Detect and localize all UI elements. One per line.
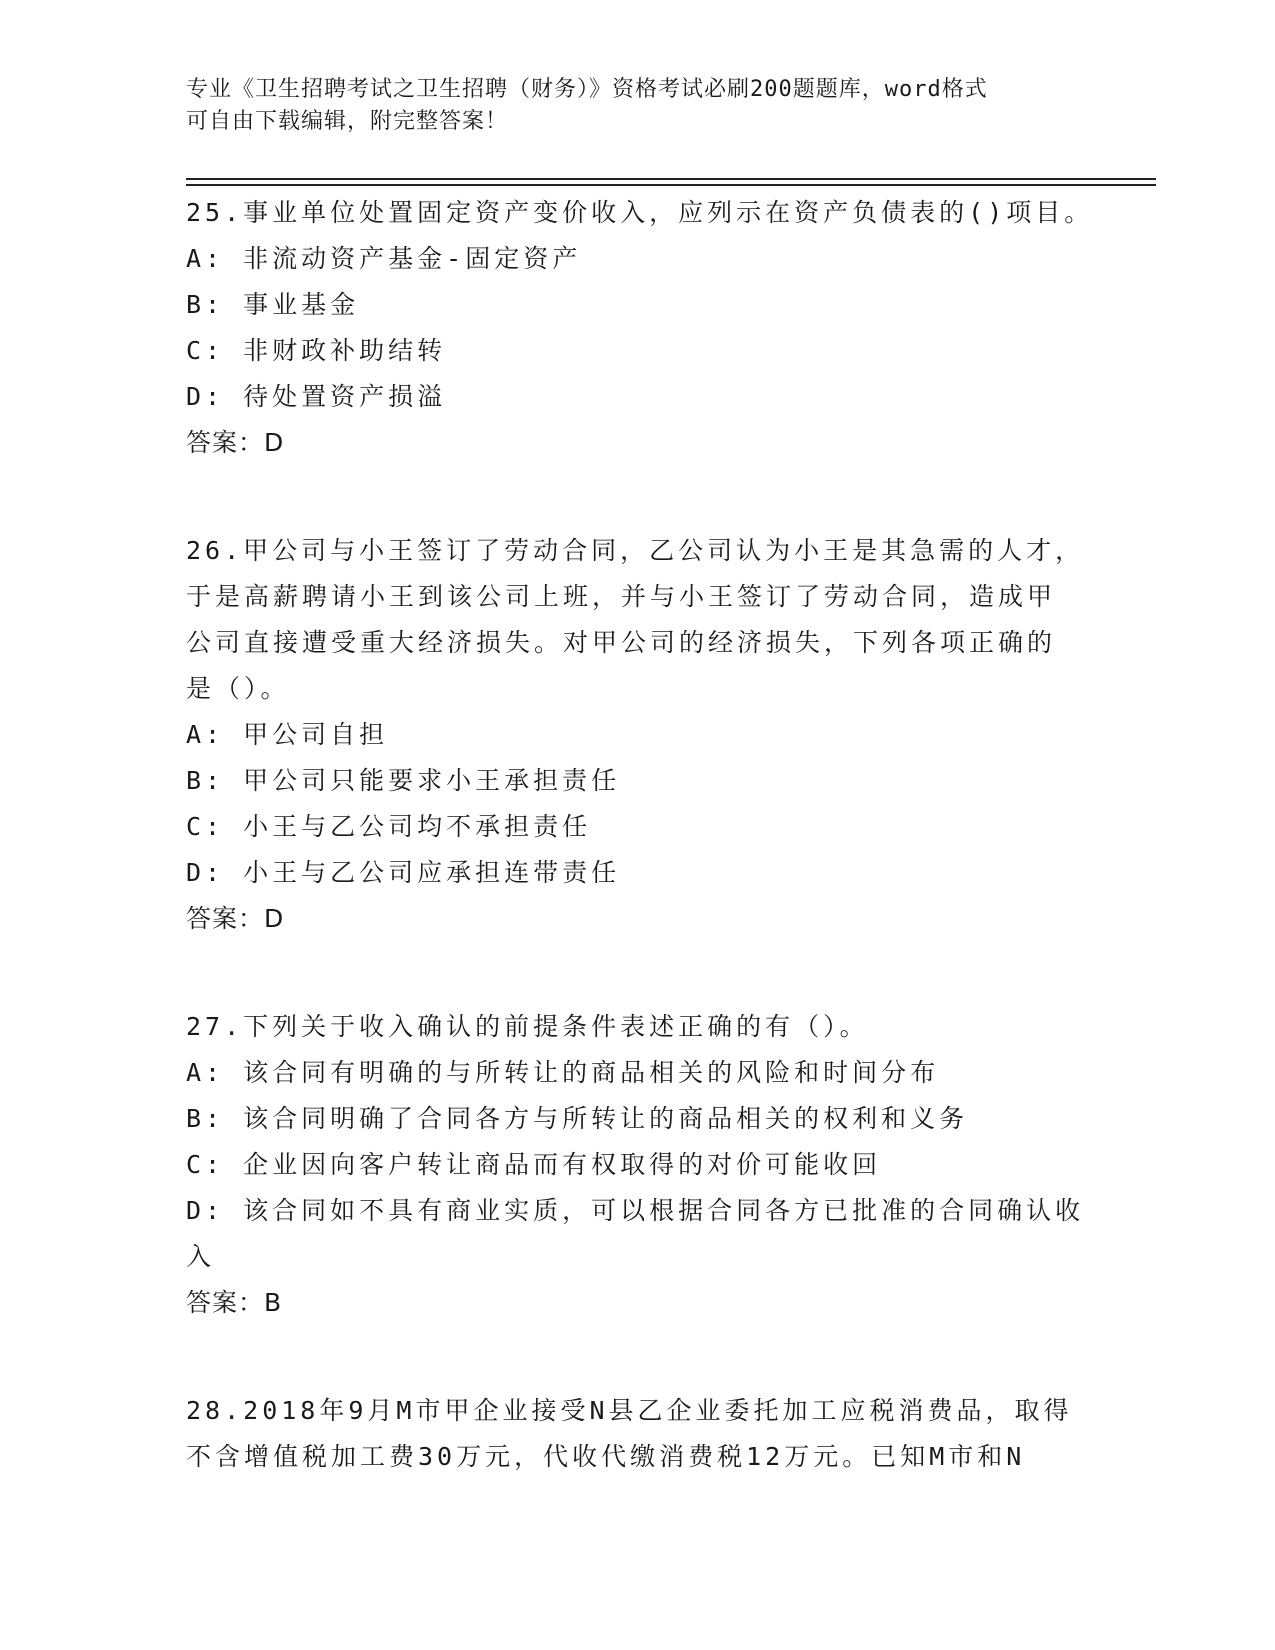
question-28 [186,1388,1086,1480]
document-header [186,74,1086,138]
answer-line: 答案：D [186,428,285,457]
header-line-1: 专业《卫生招聘考试之卫生招聘（财务）》资格考试必刷200题题库，word格式 [186,77,988,102]
option-d-continued: 入 [186,1242,216,1271]
question-stem: 是（）。 [186,674,290,703]
option-d: D: 小王与乙公司应承担连带责任 [186,858,621,887]
question-spacer [186,942,1086,1004]
question-stem: 于是高薪聘请小王到该公司上班，并与小王签订了劳动合同，造成甲 [186,582,1057,611]
header-divider-bottom [186,184,1156,186]
option-b: B: 该合同明确了合同各方与所转让的商品相关的权利和义务 [186,1104,969,1133]
option-c: C: 小王与乙公司均不承担责任 [186,812,592,841]
question-stem: 25.事业单位处置固定资产变价收入，应列示在资产负债表的()项目。 [186,198,1094,227]
option-d: D: 待处置资产损溢 [186,382,447,411]
option-b: B: 甲公司只能要求小王承担责任 [186,766,621,795]
question-stem: 不含增值税加工费30万元，代收代缴消费税12万元。已知M市和N [186,1442,1026,1471]
header-divider-top [186,178,1156,180]
question-27 [186,1004,1086,1326]
question-stem: 26.甲公司与小王签订了劳动合同，乙公司认为小王是其急需的人才， [186,536,1085,565]
option-a: A: 甲公司自担 [186,720,389,749]
option-d: D: 该合同如不具有商业实质，可以根据合同各方已批准的合同确认收 [186,1196,1085,1225]
question-stem: 27.下列关于收入确认的前提条件表述正确的有（）。 [186,1012,869,1041]
option-a: A: 非流动资产基金-固定资产 [186,244,582,273]
question-stem: 28.2018年9月M市甲企业接受N县乙企业委托加工应税消费品，取得 [186,1396,1073,1425]
question-26 [186,528,1086,942]
option-c: C: 企业因向客户转让商品而有权取得的对价可能收回 [186,1150,882,1179]
question-spacer [186,1326,1086,1388]
option-a: A: 该合同有明确的与所转让的商品相关的风险和时间分布 [186,1058,940,1087]
option-b: B: 事业基金 [186,290,360,319]
question-25 [186,190,1094,466]
question-spacer [186,466,1086,528]
header-line-2: 可自由下载编辑，附完整答案！ [186,109,509,134]
option-c: C: 非财政补助结转 [186,336,447,365]
answer-line: 答案：D [186,904,285,933]
question-stem: 公司直接遭受重大经济损失。对甲公司的经济损失，下列各项正确的 [186,628,1057,657]
question-list [186,190,1094,1480]
answer-line: 答案：B [186,1288,283,1317]
